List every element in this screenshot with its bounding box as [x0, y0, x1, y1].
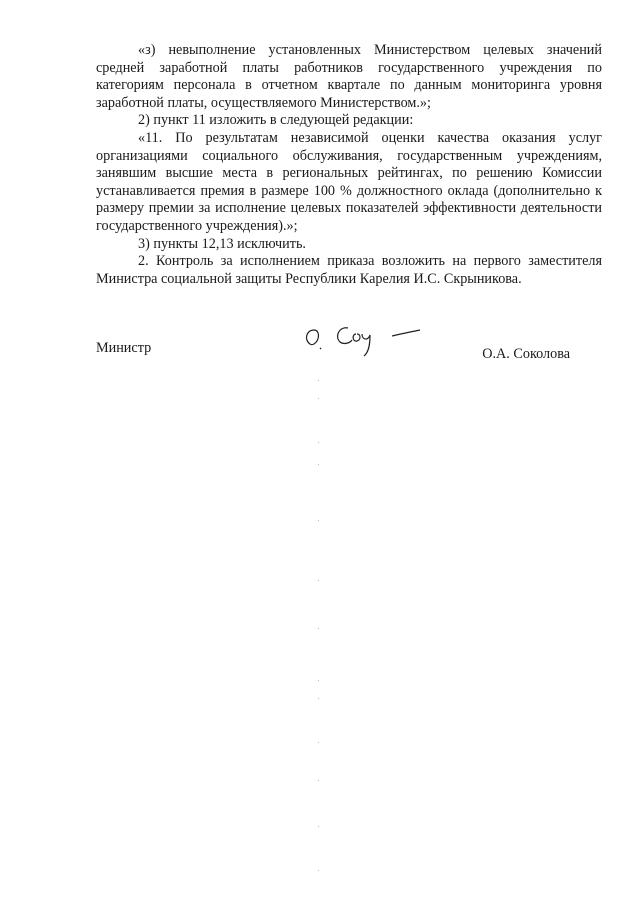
paragraph-subitem-z: «з) невыполнение установленных Министерством целевых значений средней заработной платы работников государственного учреждения по категориям персонала в отчетном квартале по данным мониторинга уровня заработной платы, осуществляемого Министерством.»;: [96, 42, 602, 111]
paragraph-item-3: 3) пункты 12,13 исключить.: [138, 235, 306, 252]
signatory-name: О.А. Соколова: [482, 346, 570, 362]
paragraph-control: 2. Контроль за исполнением приказа возложить на первого заместителя Министра социальной защиты Республики Карелия И.С. Скрыникова.: [96, 253, 602, 287]
paragraph-point-11: «11. По результатам независимой оценки качества оказания услуг организациями социального обслуживания, государственным учреждениям, занявшим высшие места в региональных рейтингах, по решению Комиссии устанавливается премия в размере 100 % должностного оклада (дополнительно к размеру премии за исполнение целевых показателей эффективности деятельности государственного учреждения).»;: [96, 129, 602, 234]
signatory-title: Министр: [96, 340, 152, 356]
paragraph-item-2: 2) пункт 11 изложить в следующей редакции:: [138, 112, 414, 129]
signature-block: [96, 336, 602, 376]
handwritten-signature: [296, 314, 436, 358]
scan-artifact-dots: [318, 380, 320, 880]
document-body: [96, 42, 602, 288]
